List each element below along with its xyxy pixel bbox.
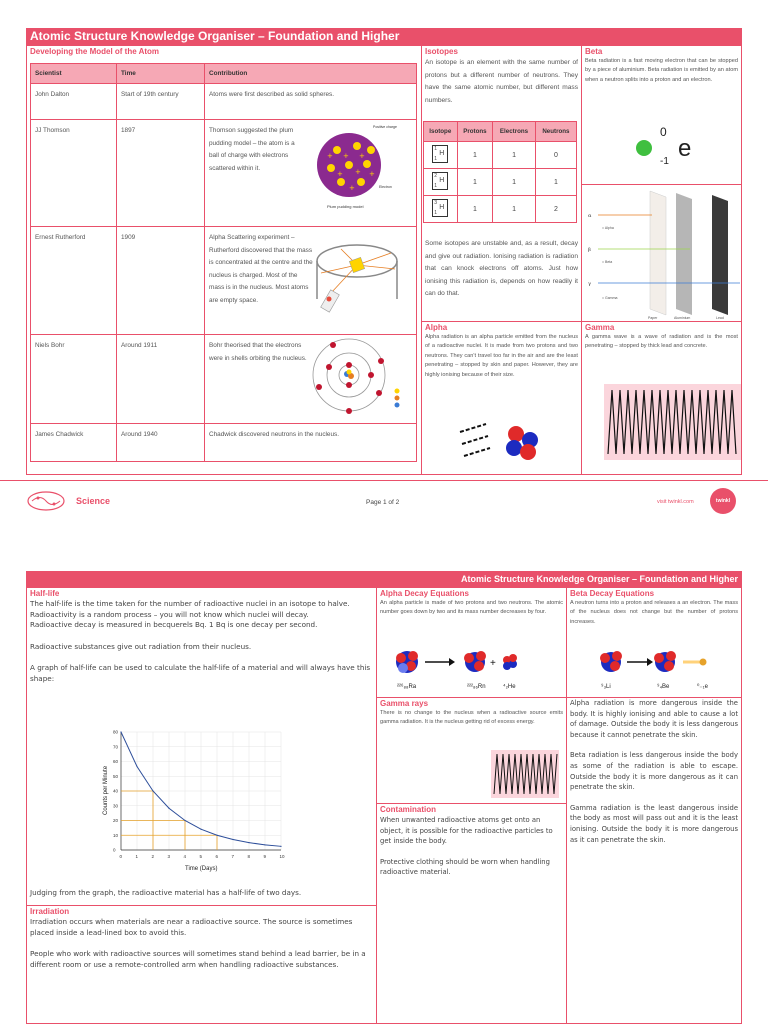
halflife-chart xyxy=(85,726,285,876)
y-tick-label: 0 xyxy=(113,847,116,853)
beta-label: = Beta xyxy=(602,260,613,264)
beryllium-label: ⁹₄Be xyxy=(657,684,670,690)
isotope-symbol: 1 H 1 xyxy=(432,145,448,163)
halflife-p3: Radioactive decay is measured in becquerels Bq. 1 Bq is one decay per second. xyxy=(30,620,318,630)
beta-title: Beta xyxy=(585,47,603,56)
isotope-symbol: 3 H 1 xyxy=(432,199,448,217)
svg-text:β: β xyxy=(588,247,591,253)
time-cell: Around 1911 xyxy=(117,335,205,424)
irradiation-p1: Irradiation occurs when materials are near a radioactive source. The source is sometimes placed inside a lead-lined box to avoid this. xyxy=(30,917,353,937)
page-title: Atomic Structure Knowledge Organiser – Foundation and Higher xyxy=(26,28,742,45)
page-two xyxy=(0,565,768,1024)
col-time: Time xyxy=(117,64,205,84)
svg-text:+: + xyxy=(349,184,355,192)
lead-label: Lead xyxy=(716,316,724,320)
brain-logo-icon xyxy=(26,490,70,512)
x-tick-label: 10 xyxy=(279,854,285,859)
neutrons-cell: 0 xyxy=(535,142,576,169)
x-tick-label: 9 xyxy=(263,854,267,859)
y-tick-label: 70 xyxy=(113,744,119,750)
data-point xyxy=(136,766,137,767)
paper-label: Paper xyxy=(648,316,658,320)
electrons-cell: 1 xyxy=(493,169,536,196)
neutrons-cell: 1 xyxy=(535,169,576,196)
y-tick-label: 50 xyxy=(113,773,119,779)
alpha-decay-text: An alpha particle is made of two protons and two neutrons. The atomic number goes down by two and its mass number decreases by four. xyxy=(380,600,563,616)
isotope-symbol: 2 H 1 xyxy=(432,172,448,190)
scientist-cell: Ernest Rutherford xyxy=(31,227,117,335)
isotopes-title: Isotopes xyxy=(425,47,458,56)
plum-electron-label: Electron xyxy=(379,185,392,189)
y-tick-label: 80 xyxy=(113,729,119,735)
bohr-model-diagram xyxy=(309,335,409,421)
svg-text:+: + xyxy=(337,170,343,178)
y-tick-label: 40 xyxy=(113,788,119,794)
helium-label: ⁴₂He xyxy=(503,684,516,690)
alpha-section xyxy=(421,321,582,475)
beta-mass-number: 0 xyxy=(660,125,667,139)
x-tick-label: 6 xyxy=(215,854,219,859)
table-row xyxy=(31,424,417,462)
gamma-text: A gamma wave is a wave of radiation and is the most penetrating – stopped by thick lead and concrete. xyxy=(585,334,738,350)
penetration-svg xyxy=(582,185,741,321)
table-row xyxy=(31,120,417,227)
beta-decay-title: Beta Decay Equations xyxy=(570,589,655,598)
table-row xyxy=(424,169,577,196)
electrons-cell: 1 xyxy=(493,142,536,169)
svg-text:+: + xyxy=(369,170,375,178)
contribution-text: Alpha Scattering experiment – Rutherford discovered that the mass is concentrated at the centre and the nucleus is charged. Most of the mass is in the nucleus. Most atoms are empty space. xyxy=(209,234,313,304)
alpha-title: Alpha xyxy=(425,323,448,332)
beta-charge-number: -1 xyxy=(660,156,669,167)
svg-text:α: α xyxy=(588,213,592,219)
halflife-title: Half-life xyxy=(30,589,60,598)
data-point xyxy=(184,820,185,821)
contribution-cell: Chadwick discovered neutrons in the nucleus. xyxy=(205,424,417,462)
contribution-text: Thomson suggested the plum pudding model – the atom is a ball of charge with electrons scattered within it. xyxy=(209,127,295,172)
table-row xyxy=(31,335,417,424)
twinkl-logo: twinkl xyxy=(710,488,736,514)
contamination-title: Contamination xyxy=(380,805,436,814)
table-row xyxy=(424,142,577,169)
gamma-rays-section xyxy=(376,697,567,804)
alpha-text: Alpha radiation is an alpha particle emitted from the nucleus of a radioactive nuclei. It is made from two protons and two neutrons. They can't travel too far in the air and are the least penetrating – stopped by skin and paper. However, they are highly ionising because of their size. xyxy=(425,334,578,378)
irradiation-p2: People who work with radioactive sources will sometimes stand behind a lead barrier, be in a different room or use a remote-controlled arm when handling radioactive substances. xyxy=(30,949,366,969)
svg-text:+: + xyxy=(343,152,349,160)
contribution-text: Bohr theorised that the electrons were in shells orbiting the nucleus. xyxy=(209,342,307,362)
beta-symbol xyxy=(632,122,732,172)
danger-gamma: Gamma radiation is the least dangerous inside the body as most will pass out and it is the least ionising. Outside the body it is more dangerous as it can penetrate the skin. xyxy=(570,803,738,844)
alpha-decay-section xyxy=(376,587,567,698)
contamination-section xyxy=(376,803,567,1024)
x-tick-label: 8 xyxy=(247,854,251,859)
col-neutrons: Neutrons xyxy=(535,122,576,142)
scientist-cell: Niels Bohr xyxy=(31,335,117,424)
col-scientist: Scientist xyxy=(31,64,117,84)
penetration-diagram xyxy=(581,184,742,322)
svg-text:+: + xyxy=(355,168,361,176)
alpha-scattering-diagram xyxy=(311,233,403,329)
danger-section xyxy=(566,697,742,1024)
x-tick-label: 2 xyxy=(151,854,155,859)
beta-decay-diagram xyxy=(571,644,741,694)
y-tick-label: 10 xyxy=(113,832,119,838)
radium-label: ²²⁶₈₈Ra xyxy=(397,684,417,690)
svg-text:+: + xyxy=(327,152,333,160)
model-section-title: Developing the Model of the Atom xyxy=(30,47,160,56)
col-contribution: Contribution xyxy=(205,64,417,84)
protons-cell: 1 xyxy=(457,196,493,223)
svg-text:+: + xyxy=(490,658,496,669)
y-axis-label: Counts per Minute xyxy=(103,765,109,815)
footer-link[interactable]: visit twinkl.com xyxy=(657,499,694,505)
contribution-cell xyxy=(205,335,417,424)
time-cell: Around 1940 xyxy=(117,424,205,462)
x-tick-label: 4 xyxy=(183,854,187,859)
plum-pudding-diagram xyxy=(309,120,399,220)
contribution-cell: Atoms were first described as solid spheres. xyxy=(205,84,417,120)
y-tick-label: 20 xyxy=(113,818,119,823)
protons-cell: 1 xyxy=(457,169,493,196)
x-tick-label: 7 xyxy=(231,854,235,859)
gamma-rays-title: Gamma rays xyxy=(380,699,429,708)
danger-alpha: Alpha radiation is more dangerous inside the body. It is highly ionising and able to cause a lot of damage. Outside the body it is less dangerous because it cannot penetrate the skin. xyxy=(570,699,738,739)
halflife-p1: The half-life is the time taken for the number of radioactive nuclei in an isotope to halve. xyxy=(30,599,350,608)
beta-text: Beta radiation is a fast moving electron that can be stopped by a piece of aluminium. Beta radiation is emitted by an atom when a neutron splits into a proton and an electron. xyxy=(585,58,738,83)
isotope-table xyxy=(423,121,577,223)
gamma-section xyxy=(581,321,742,475)
danger-beta: Beta radiation is less dangerous inside the body as some of the radiation is able to escape. Outside the body it is more dangerous as it can penetrate the skin. xyxy=(570,751,738,792)
data-point xyxy=(152,790,153,791)
alpha-decay-diagram xyxy=(383,644,563,694)
irradiation-title: Irradiation xyxy=(30,907,70,916)
svg-text:γ: γ xyxy=(588,281,591,287)
beta-decay-section xyxy=(566,587,742,698)
alpha-decay-title: Alpha Decay Equations xyxy=(380,589,469,598)
x-tick-label: 3 xyxy=(167,854,171,859)
footer-brand: Science xyxy=(76,496,111,506)
x-axis-label: Time (Days) xyxy=(185,866,218,872)
neutrons-cell: 2 xyxy=(535,196,576,223)
gamma-rays-text: There is no change to the nucleus when a radioactive source emits gamma radiation. It is the nucleus getting rid of excess energy. xyxy=(380,710,563,726)
data-point xyxy=(264,844,265,845)
alpha-particle-icon xyxy=(458,418,558,466)
radon-label: ²²²₈₆Rn xyxy=(467,684,486,690)
y-tick-label: 30 xyxy=(113,803,119,809)
scientist-cell: John Dalton xyxy=(31,84,117,120)
data-point xyxy=(120,731,121,732)
col-protons: Protons xyxy=(457,122,493,142)
alpha-label: = Alpha xyxy=(602,226,614,230)
page-number: Page 1 of 2 xyxy=(366,499,400,506)
data-point xyxy=(200,829,201,830)
table-row xyxy=(31,227,417,335)
x-tick-label: 5 xyxy=(199,854,203,859)
electrons-cell: 1 xyxy=(493,196,536,223)
gamma-wave-small-icon xyxy=(491,750,561,800)
plum-caption: Plum pudding model xyxy=(327,204,364,209)
col-isotope: Isotope xyxy=(424,122,458,142)
table-row xyxy=(424,196,577,223)
gamma-title: Gamma xyxy=(585,323,615,332)
time-cell: 1897 xyxy=(117,120,205,227)
time-cell: 1909 xyxy=(117,227,205,335)
beta-decay-text: A neutron turns into a proton and releases a an electron. The mass of the nucleus does not change but the number of protons increases. xyxy=(570,600,738,625)
halflife-p5: A graph of half-life can be used to calculate the half-life of a material and will always have this shape: xyxy=(30,663,371,683)
contribution-cell xyxy=(205,120,417,227)
data-point xyxy=(232,839,233,840)
plum-charge-label: Positive charge xyxy=(373,125,397,129)
scientist-table xyxy=(30,63,417,462)
table-row xyxy=(31,84,417,120)
isotopes-outro: Some isotopes are unstable and, as a result, decay and give out radiation. Ionising radiation is radiation that can knock electrons off atoms. Just how ionising this radiation is, depends on how readily it can do that. xyxy=(425,240,578,297)
contribution-cell xyxy=(205,227,417,335)
irradiation-section xyxy=(26,905,377,1024)
time-cell: Start of 19th century xyxy=(117,84,205,120)
halflife-conclusion: Judging from the graph, the radioactive material has a half-life of two days. xyxy=(30,888,302,897)
electron-label: ⁰₋₁e xyxy=(697,684,708,690)
svg-text:+: + xyxy=(359,152,365,160)
gamma-label: = Gamma xyxy=(602,296,618,300)
gamma-wave-icon xyxy=(604,384,742,462)
halflife-p2: Radioactivity is a random process – you will not know which nuclei will decay. xyxy=(30,609,309,619)
data-point xyxy=(168,808,169,809)
data-point xyxy=(216,835,217,836)
data-point xyxy=(248,842,249,843)
scientist-cell: James Chadwick xyxy=(31,424,117,462)
protons-cell: 1 xyxy=(457,142,493,169)
x-tick-label: 1 xyxy=(135,854,139,859)
data-point xyxy=(280,846,281,847)
x-tick-label: 0 xyxy=(119,854,123,859)
y-tick-label: 60 xyxy=(113,759,119,764)
footer-rule xyxy=(0,480,768,481)
contamination-p2: Protective clothing should be worn when handling radioactive material. xyxy=(380,857,550,877)
beta-section xyxy=(581,45,742,185)
scientist-cell: JJ Thomson xyxy=(31,120,117,227)
page-title-2: Atomic Structure Knowledge Organiser – Foundation and Higher xyxy=(26,571,742,588)
halflife-p4: Radioactive substances give out radiation from their nucleus. xyxy=(30,641,252,651)
contamination-p1: When unwanted radioactive atoms get onto an object, it is possible for the radioactive particles to get inside the body. xyxy=(380,816,553,846)
halflife-section xyxy=(26,587,377,906)
beta-symbol-letter: e xyxy=(678,135,692,162)
isotopes-intro: An isotope is an element with the same number of protons but a different number of neutrons. They have the same atomic number, but different mass numbers. xyxy=(425,59,578,104)
lithium-label: ⁹₃Li xyxy=(601,684,611,690)
aluminium-label: Aluminium xyxy=(674,316,691,320)
col-electrons: Electrons xyxy=(493,122,536,142)
